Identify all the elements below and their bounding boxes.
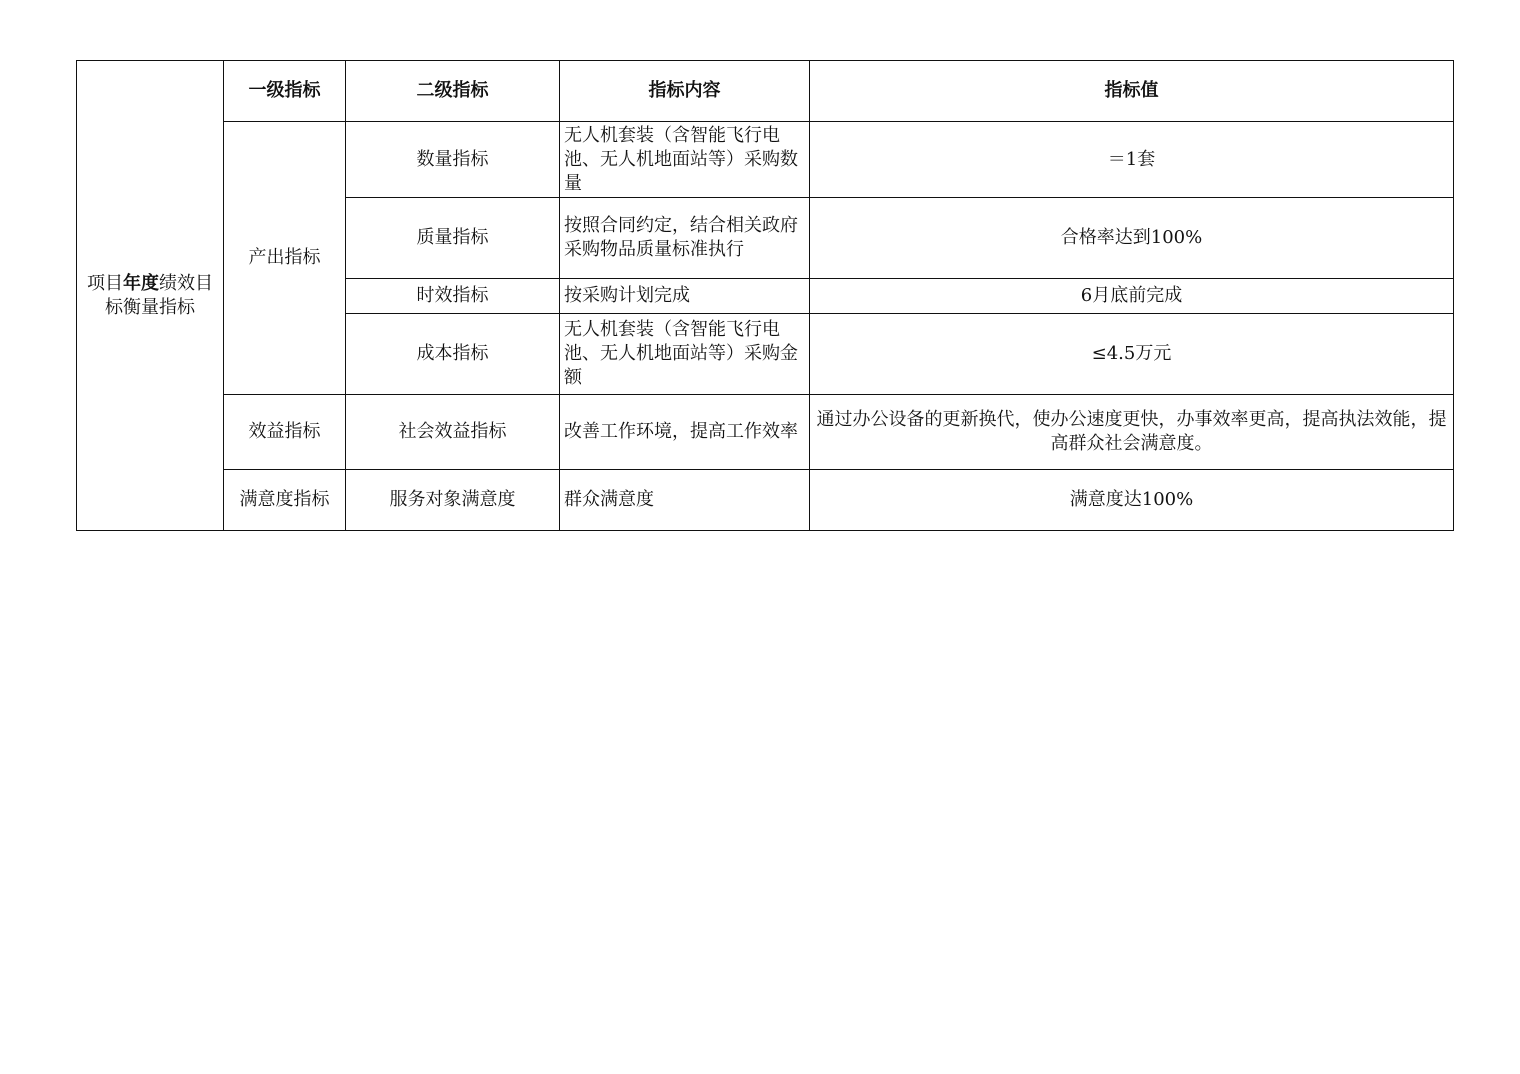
header-value: 指标值: [810, 61, 1454, 122]
value-cell: 合格率达到100%: [810, 198, 1454, 279]
level2-cell: 社会效益指标: [346, 395, 560, 470]
value-cell: 满意度达100%: [810, 470, 1454, 531]
level2-cell: 质量指标: [346, 198, 560, 279]
level1-output: 产出指标: [224, 122, 346, 395]
header-content: 指标内容: [560, 61, 810, 122]
row-group-label-part2: 绩效目标衡量指标: [105, 272, 213, 318]
table-row: [77, 470, 1454, 531]
content-cell: 改善工作环境，提高工作效率: [560, 395, 810, 470]
value-cell: 6月底前完成: [810, 279, 1454, 314]
table-row: [77, 395, 1454, 470]
table-row: [77, 122, 1454, 198]
level2-cell: 成本指标: [346, 314, 560, 395]
header-level1: 一级指标: [224, 61, 346, 122]
content-cell: 无人机套装（含智能飞行电池、无人机地面站等）采购金额: [560, 314, 810, 395]
row-group-label-bold: 年度: [123, 272, 159, 294]
value-cell: 通过办公设备的更新换代，使办公速度更快，办事效率更高，提高执法效能，提高群众社会满意度。: [810, 395, 1454, 470]
content-cell: 无人机套装（含智能飞行电池、无人机地面站等）采购数量: [560, 122, 810, 198]
value-cell: ≤4.5万元: [810, 314, 1454, 395]
row-group-label-cell: [77, 61, 224, 531]
level2-cell: 时效指标: [346, 279, 560, 314]
content-cell: 按照合同约定，结合相关政府采购物品质量标准执行: [560, 198, 810, 279]
level1-satisfaction: 满意度指标: [224, 470, 346, 531]
value-cell: ＝1套: [810, 122, 1454, 198]
level2-cell: 数量指标: [346, 122, 560, 198]
content-cell: 按采购计划完成: [560, 279, 810, 314]
level1-benefit: 效益指标: [224, 395, 346, 470]
level2-cell: 服务对象满意度: [346, 470, 560, 531]
table-header-row: [77, 61, 1454, 122]
content-cell: 群众满意度: [560, 470, 810, 531]
row-group-label-part1: 项目: [87, 272, 123, 294]
performance-indicator-table: [76, 60, 1454, 531]
header-level2: 二级指标: [346, 61, 560, 122]
